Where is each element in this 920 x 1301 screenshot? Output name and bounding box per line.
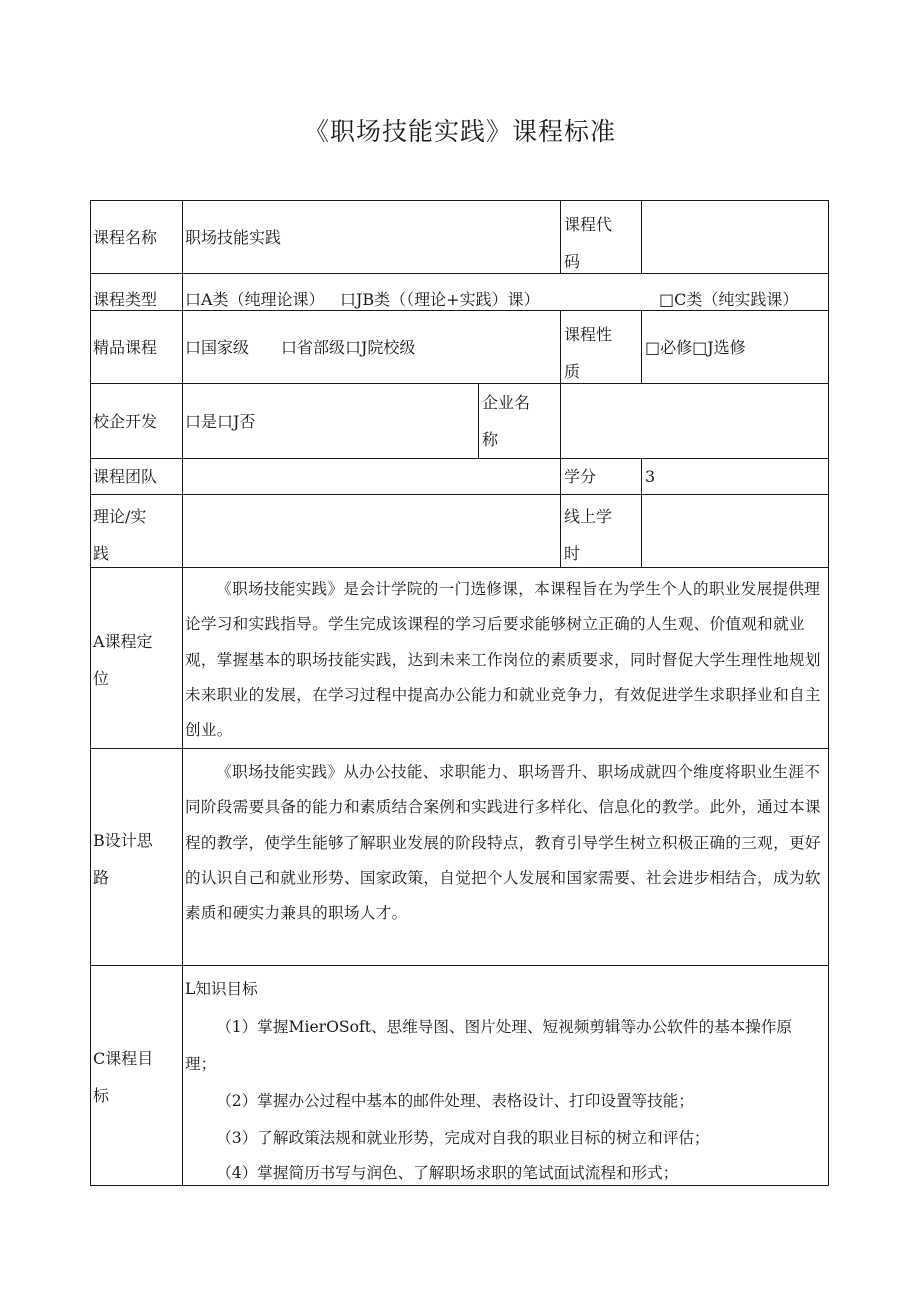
- course-type-option-b: 口JB类（（理论+实践）课）: [340, 290, 540, 309]
- school-enterprise-label: 校企开发: [93, 412, 158, 431]
- credit-value: 3: [645, 467, 656, 486]
- course-team-label: 课程团队: [93, 467, 158, 486]
- quality-course-options: 口国家级 口省部级口J院校级: [185, 338, 416, 357]
- knowledge-goal-heading: L知识目标: [185, 980, 258, 998]
- credit-label: 学分: [564, 467, 597, 486]
- course-nature-options: □必修□J选修: [645, 338, 746, 357]
- section-c-label: C课程目: [93, 1049, 154, 1068]
- theory-practice-label: 理论/实: [93, 507, 147, 526]
- goal-item-3: （3）了解政策法规和就业形势，完成对自我的职业目标的树立和评估；: [216, 1129, 710, 1147]
- section-b-label-2: 路: [93, 868, 110, 887]
- section-b-text: 《职场技能实践》从办公技能、求职能力、职场晋升、职场成就四个维度将职业生涯不同阶段需要具备的能力和素质结合案例和实践进行多样化、信息化的教学。此外，通过本课程的教学，使学生能够了解职业发展的阶段特点，教育引导学生树立积极正确的三观，更好的认识自己和就业形势、国家政策，自觉把个人发展和国家需要、社会进步相结合，成为软素质和硬实力兼具的职场人才。: [185, 763, 821, 923]
- goal-item-1-cont: 理；: [185, 1055, 217, 1073]
- section-a-label-2: 位: [93, 669, 110, 688]
- course-code-label: 课程代: [564, 215, 613, 234]
- section-b-label: B设计思: [93, 831, 153, 850]
- online-hours-label: 线上学: [564, 507, 613, 526]
- goal-item-2: （2）掌握办公过程中基本的邮件处理、表格设计、打印设置等技能；: [216, 1092, 694, 1110]
- course-type-option-c: □C类（纯实践课）: [659, 290, 799, 309]
- course-type-option-a: 口A类（纯理论课）: [185, 290, 325, 309]
- course-nature-label-2: 质: [564, 362, 581, 381]
- page-title: 《职场技能实践》课程标准: [303, 117, 616, 146]
- course-nature-label: 课程性: [564, 325, 613, 344]
- course-type-label: 课程类型: [93, 290, 158, 309]
- enterprise-name-label-2: 称: [482, 430, 499, 449]
- section-a-label: A课程定: [93, 632, 153, 651]
- section-a-text: 《职场技能实践》是会计学院的一门选修课，本课程旨在为学生个人的职业发展提供理论学习和实践指导。学生完成该课程的学习后要求能够树立正确的人生观、价值观和就业观，掌握基本的职场技能实践，达到未来工作岗位的素质要求，同时督促大学生理性地规划未来职业的发展，在学习过程中提高办公能力和就业竞争力，有效促进学生求职择业和自主创业。: [185, 580, 821, 740]
- enterprise-name-label: 企业名: [482, 393, 531, 412]
- online-hours-label-2: 时: [564, 544, 581, 563]
- school-enterprise-options: 口是口J否: [185, 412, 256, 431]
- course-name-value: 职场技能实践: [185, 228, 282, 247]
- course-name-label: 课程名称: [93, 228, 158, 247]
- goal-item-1: （1）掌握MierOSoft、思维导图、图片处理、短视频剪辑等办公软件的基本操作原: [216, 1018, 793, 1036]
- theory-practice-label-2: 践: [93, 544, 110, 563]
- course-code-label-2: 码: [564, 252, 581, 271]
- goal-item-4: （4）掌握简历书写与润色、了解职场求职的笔试面试流程和形式；: [216, 1164, 679, 1182]
- section-c-label-2: 标: [93, 1086, 110, 1105]
- quality-course-label: 精品课程: [93, 338, 158, 357]
